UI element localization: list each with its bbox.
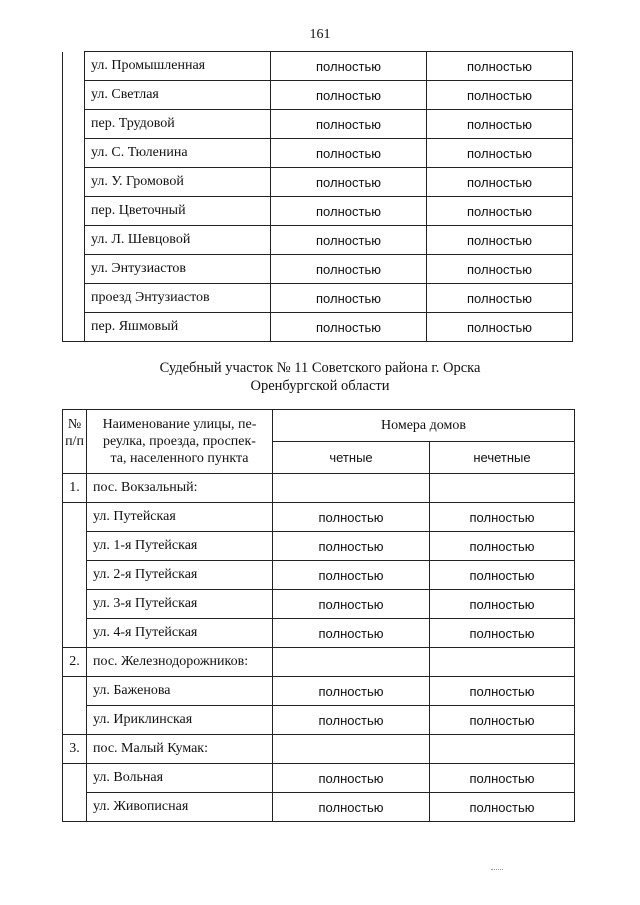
odd-houses [430, 648, 575, 677]
street-name: ул. Путейская [87, 503, 273, 532]
street-name: ул. С. Тюленина [85, 139, 271, 168]
table-row [63, 284, 573, 313]
even-houses: полностью [271, 139, 427, 168]
even-houses: полностью [271, 255, 427, 284]
table-row [63, 590, 575, 619]
row-number-cell [63, 139, 85, 168]
street-name: пер. Яшмовый [85, 313, 271, 342]
street-name: ул. Ириклинская [87, 706, 273, 735]
street-name: ул. Живописная [87, 793, 273, 822]
table-row [63, 52, 573, 81]
odd-houses: полностью [430, 619, 575, 648]
street-name: ул. 2-я Путейская [87, 561, 273, 590]
table-row [63, 226, 573, 255]
street-name: ул. У. Громовой [85, 168, 271, 197]
main-table-body [63, 474, 575, 822]
header-name-line3: та, населенного пункта [110, 451, 249, 466]
street-name: ул. 1-я Путейская [87, 532, 273, 561]
street-name: ул. Светлая [85, 81, 271, 110]
settlement-name: пос. Вокзальный: [87, 474, 273, 503]
row-number-cell [63, 168, 85, 197]
odd-houses: полностью [430, 793, 575, 822]
odd-houses: полностью [430, 561, 575, 590]
header-name-line1: Наименование улицы, пе- [102, 417, 257, 432]
group-number: 1. [63, 474, 87, 503]
even-houses: полностью [271, 81, 427, 110]
row-number-cell [63, 619, 87, 648]
even-houses: полностью [273, 793, 430, 822]
header-odd: нечетные [430, 442, 575, 474]
table-row [63, 793, 575, 822]
group-row [63, 735, 575, 764]
odd-houses [430, 735, 575, 764]
header-name [87, 410, 273, 474]
even-houses [273, 474, 430, 503]
odd-houses: полностью [427, 168, 573, 197]
scan-mark [491, 869, 503, 872]
even-houses [273, 648, 430, 677]
even-houses: полностью [273, 561, 430, 590]
street-name: ул. Баженова [87, 677, 273, 706]
even-houses: полностью [271, 52, 427, 81]
street-name: ул. Промышленная [85, 52, 271, 81]
odd-houses: полностью [430, 677, 575, 706]
even-houses: полностью [271, 197, 427, 226]
row-number-cell [63, 677, 87, 706]
section-title-line1: Судебный участок № 11 Советского района г. Орска [159, 360, 481, 376]
group-number: 2. [63, 648, 87, 677]
even-houses: полностью [271, 284, 427, 313]
group-row [63, 474, 575, 503]
settlement-name: пос. Малый Кумак: [87, 735, 273, 764]
street-name: пер. Цветочный [85, 197, 271, 226]
row-number-cell [63, 590, 87, 619]
main-table-header [63, 410, 575, 474]
even-houses: полностью [273, 532, 430, 561]
header-number-line1: № [67, 417, 82, 432]
settlement-name: пос. Железнодорожников: [87, 648, 273, 677]
row-number-cell [63, 197, 85, 226]
table-row [63, 255, 573, 284]
table-row [63, 168, 573, 197]
row-number-cell [63, 52, 85, 81]
table-row [63, 313, 573, 342]
row-number-cell [63, 110, 85, 139]
odd-houses: полностью [427, 139, 573, 168]
odd-houses: полностью [430, 503, 575, 532]
header-houses: Номера домов [273, 410, 575, 442]
even-houses: полностью [271, 168, 427, 197]
table-row [63, 503, 575, 532]
street-name: ул. 4-я Путейская [87, 619, 273, 648]
street-name: проезд Энтузиастов [85, 284, 271, 313]
row-number-cell [63, 255, 85, 284]
even-houses: полностью [273, 706, 430, 735]
even-houses: полностью [271, 110, 427, 139]
table-row [63, 110, 573, 139]
even-houses: полностью [271, 226, 427, 255]
group-row [63, 648, 575, 677]
table-row [63, 197, 573, 226]
even-houses: полностью [271, 313, 427, 342]
header-even: четные [273, 442, 430, 474]
odd-houses: полностью [427, 197, 573, 226]
odd-houses: полностью [430, 706, 575, 735]
table-row [63, 764, 575, 793]
odd-houses: полностью [427, 110, 573, 139]
row-number-cell [63, 793, 87, 822]
odd-houses: полностью [427, 313, 573, 342]
header-number [63, 410, 87, 474]
top-table-body [63, 52, 573, 342]
odd-houses: полностью [430, 764, 575, 793]
row-number-cell [63, 81, 85, 110]
table-row [63, 561, 575, 590]
even-houses: полностью [273, 503, 430, 532]
header-number-line2: п/п [65, 434, 84, 449]
street-name: ул. 3-я Путейская [87, 590, 273, 619]
street-name: пер. Трудовой [85, 110, 271, 139]
odd-houses: полностью [430, 590, 575, 619]
odd-houses: полностью [427, 81, 573, 110]
main-table [62, 409, 575, 822]
even-houses: полностью [273, 677, 430, 706]
row-number-cell [63, 561, 87, 590]
row-number-cell [63, 313, 85, 342]
section-title [0, 359, 640, 395]
header-name-line2: реулка, проезда, проспек- [103, 434, 256, 449]
odd-houses: полностью [430, 532, 575, 561]
odd-houses: полностью [427, 255, 573, 284]
table-row [63, 532, 575, 561]
table-row [63, 706, 575, 735]
row-number-cell [63, 284, 85, 313]
even-houses: полностью [273, 764, 430, 793]
even-houses: полностью [273, 590, 430, 619]
row-number-cell [63, 226, 85, 255]
page-number: 161 [309, 27, 331, 42]
group-number: 3. [63, 735, 87, 764]
odd-houses: полностью [427, 284, 573, 313]
row-number-cell [63, 764, 87, 793]
odd-houses: полностью [427, 226, 573, 255]
table-row [63, 677, 575, 706]
street-name: ул. Вольная [87, 764, 273, 793]
table-row [63, 619, 575, 648]
table-row [63, 139, 573, 168]
row-number-cell [63, 503, 87, 532]
odd-houses [430, 474, 575, 503]
row-number-cell [63, 706, 87, 735]
even-houses [273, 735, 430, 764]
table-row [63, 81, 573, 110]
row-number-cell [63, 532, 87, 561]
section-title-line2: Оренбургской области [250, 378, 390, 394]
street-name: ул. Л. Шевцовой [85, 226, 271, 255]
top-table [62, 51, 573, 342]
even-houses: полностью [273, 619, 430, 648]
odd-houses: полностью [427, 52, 573, 81]
street-name: ул. Энтузиастов [85, 255, 271, 284]
